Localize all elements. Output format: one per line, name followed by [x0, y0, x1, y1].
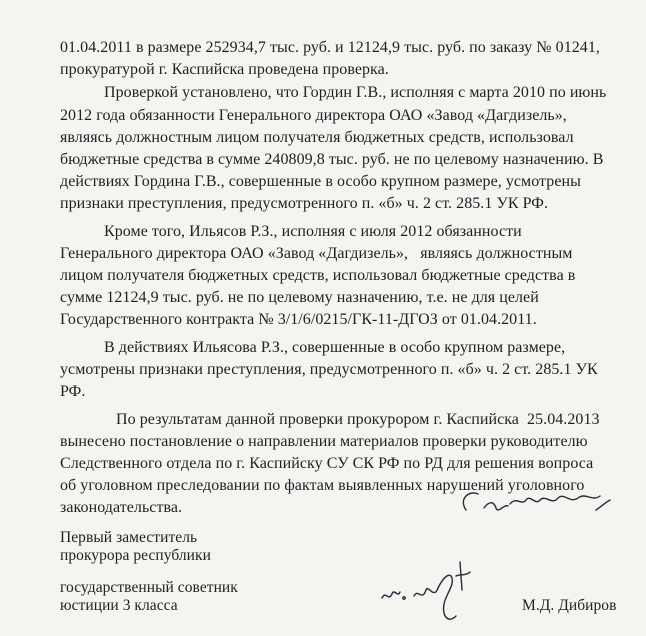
- text-line-7: действиях Гордина Г.В., совершенные в особо крупном размере, усмотрены: [60, 173, 581, 190]
- text-line-12: сумме 12124,9 тыс. руб. не по целевому назначению, т.е. не для целей: [60, 289, 539, 306]
- text-line-17: По результатам данной проверки прокурором г. Каспийска 25.04.2013: [116, 411, 600, 428]
- text-line-1: 01.04.2011 в размере 252934,7 тыс. руб. и 12124,9 тыс. руб. по заказу № 01241,: [60, 39, 600, 56]
- text-line-18: вынесено постановление о направлении материалов проверки руководителю: [60, 433, 588, 450]
- text-line-8: признаки преступления, предусмотренного п. «б» ч. 2 ст. 285.1 УК РФ.: [60, 195, 549, 212]
- text-line-6: бюджетные средства в сумме 240809,8 тыс. руб. не по целевому назначению. В: [60, 151, 604, 168]
- text-line-4: 2012 года обязанности Генерального директора ОАО «Завод «Дагдизель»,: [60, 107, 567, 124]
- text-line-21: законодательства.: [60, 499, 183, 516]
- text-line-5: являясь должностным лицом получателя бюджетных средств, использовал: [60, 129, 574, 146]
- text-line-20: об уголовном преследовании по фактам выявленных нарушений уголовного: [60, 477, 585, 494]
- text-line-16: РФ.: [60, 383, 86, 400]
- signer-rank-line-2: юстиции 3 класса: [60, 597, 178, 614]
- text-line-19: Следственного отдела по г. Каспийску СУ СК РФ по РД для решения вопроса: [60, 455, 594, 472]
- text-line-3: Проверкой установлено, что Гордин Г.В., исполняя с марта 2010 по июнь: [104, 84, 607, 101]
- text-line-9: Кроме того, Ильясов Р.З., исполняя с июля 2012 обязанности: [104, 223, 522, 240]
- text-line-13: Государственного контракта № 3/1/6/0215/ГК-11-ДГОЗ от 01.04.2011.: [60, 311, 537, 328]
- text-line-2: прокуратурой г. Каспийска проведена проверка.: [60, 61, 389, 78]
- text-line-10: Генерального директора ОАО «Завод «Дагдизель», являясь должностным: [60, 245, 573, 262]
- text-line-14: В действиях Ильясова Р.З., совершенные в особо крупном размере,: [104, 339, 566, 356]
- text-line-15: усмотрены признаки преступления, предусмотренного п. «б» ч. 2 ст. 285.1 УК: [60, 361, 598, 378]
- signer-position-line-2: прокурора республики: [60, 547, 211, 564]
- signer-name: М.Д. Дибиров: [522, 597, 617, 614]
- signer-position-line-1: Первый заместитель: [60, 529, 198, 546]
- signer-rank-line-1: государственный советник: [60, 579, 238, 596]
- text-line-11: лицом получателя бюджетных средств, использовал бюджетные средства в: [60, 267, 576, 284]
